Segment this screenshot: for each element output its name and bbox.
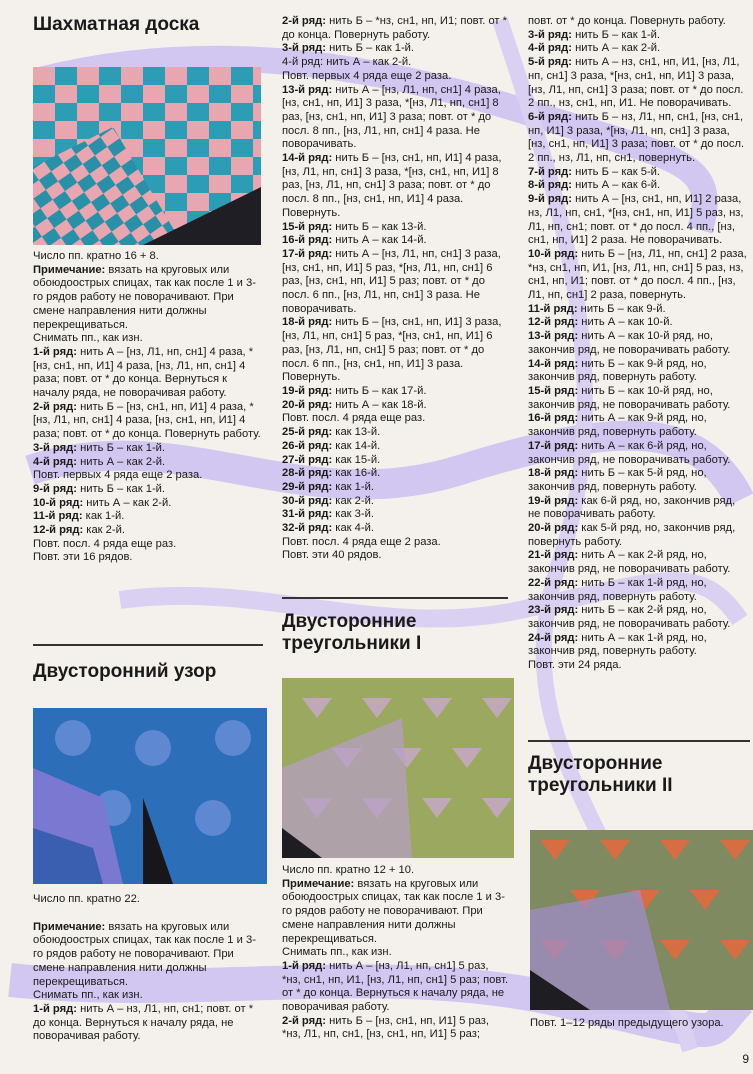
double-section <box>33 661 263 683</box>
instruction-line <box>528 412 750 439</box>
instruction-line <box>528 316 750 330</box>
instruction-line <box>282 946 510 960</box>
row-text: вязать на круговых или обоюдоострых спицах, так как после 1 и 3-го рядов работу не поворачивают. При смене направления нити должны перекрещиваться. <box>33 920 256 988</box>
row-text: нить А – [нз, Л1, нп, сн1] 4 раза, [нз, сн1, нп, И1] 3 раза, *[нз, Л1, нп, сн1] 8 раз, [нз, сн1, нп, И1] 3 раза; повт. от * до посл. 8 пп., [нз, Л1, нп, сн1] 4 раза. Не поворачивать. <box>282 83 501 151</box>
row-label: 29-й ряд: <box>282 480 333 493</box>
instruction-line <box>282 234 510 248</box>
row-text: нить А – как 6-й. <box>571 179 661 192</box>
row-text: нить Б – как 10-й ряд, но, закончив ряд, не поворачивать работу. <box>528 384 731 411</box>
instruction-line <box>282 426 510 440</box>
row-text: нить Б – как 1-й ряд, но, закончив ряд, повернуть работу. <box>528 576 707 603</box>
instruction-line <box>528 358 750 385</box>
instruction-line <box>33 442 265 456</box>
checker-swatch-image <box>33 67 261 245</box>
row-text: Повт. эти 24 ряда. <box>528 659 622 672</box>
instruction-line <box>33 469 265 483</box>
instruction-line <box>33 921 265 990</box>
row-label: 15-й ряд: <box>528 384 579 397</box>
row-text: как 2-й. <box>332 494 374 507</box>
row-text: Повт. первых 4 ряда еще 2 раза. <box>33 469 203 482</box>
row-label: 9-й ряд: <box>528 193 572 206</box>
instruction-line <box>528 111 750 166</box>
tri1-swatch-photo <box>282 678 514 858</box>
instruction-line <box>282 56 510 70</box>
row-label: 19-й ряд: <box>528 494 579 507</box>
row-text: 4-й ряд: нить А – как 2-й. <box>282 56 412 69</box>
row-label: 14-й ряд: <box>282 152 333 165</box>
row-label: 6-й ряд: <box>528 110 572 123</box>
row-text: нить Б – *нз, сн1, нп, И1; повт. от * до конца. Повернуть работу. <box>282 15 508 41</box>
row-label: 22-й ряд: <box>528 576 579 589</box>
instruction-line <box>282 385 510 399</box>
col3-instructions <box>528 15 750 673</box>
row-text: нить Б – как 9-й ряд, но, закончив ряд, повернуть работу. <box>528 357 707 384</box>
row-label: 2-й ряд: <box>282 1014 326 1027</box>
tri1-rows <box>282 878 510 1042</box>
instruction-line <box>528 248 750 303</box>
instruction-line <box>33 401 265 442</box>
row-text: нить Б – как 1-й. <box>325 42 415 55</box>
tri1-rows-continued <box>528 15 750 673</box>
row-text: Снимать пп., как изн. <box>282 946 392 959</box>
row-label: 24-й ряд: <box>528 631 579 644</box>
row-label: 10-й ряд: <box>528 247 579 260</box>
tri2-swatch-image <box>530 830 753 1010</box>
instruction-line <box>528 42 750 56</box>
instruction-line <box>282 522 510 536</box>
row-text: нить Б – как 1-й. <box>76 441 166 454</box>
row-text: нить А – [нз, Л1, нп, сн1] 3 раза, [нз, сн1, нп, И1] 5 раз, *[нз, Л1, нп, сн1] 6 раз, [нз, сн1, нп, И1] 5 раз; повт. от * до посл. 6 пп., [нз, Л1, нп, сн1] 3 раза. Не поворачивать. <box>282 247 501 315</box>
row-label: 20-й ряд: <box>282 398 333 411</box>
row-text: нить Б – [нз, сн1, нп, И1] 5 раз, *нз, Л1, нп, сн1, [нз, сн1, нп, И1] 5 раз; <box>282 1014 490 1041</box>
row-label: Примечание: <box>33 263 106 276</box>
double-instructions <box>33 893 265 1044</box>
row-text: как 1-й. <box>332 480 374 493</box>
row-text: нить А – как 14-й. <box>332 234 427 247</box>
row-text: нить А – как 2-й. <box>83 496 172 509</box>
row-text: Повт. посл. 4 ряда еще раз. <box>33 537 177 550</box>
section-title-double: Двусторонний узор <box>33 661 217 682</box>
row-text: нить А – как 10-й. <box>578 316 673 329</box>
row-text: нить Б – как 2-й ряд, но, закончив ряд, не поворачивать работу. <box>528 604 731 630</box>
row-label: 12-й ряд: <box>33 524 84 537</box>
instruction-line <box>282 248 510 317</box>
row-label: 7-й ряд: <box>528 165 572 178</box>
section-title-tri1-line2: треугольники I <box>282 633 422 654</box>
instruction-line <box>282 549 510 563</box>
instruction-line <box>282 15 510 42</box>
checker-count: Число пп. кратно 16 + 8. <box>33 250 159 262</box>
row-text: нить А – как 2-й ряд, но, закончив ряд, не поворачивать работу. <box>528 549 731 576</box>
instruction-line <box>528 330 750 357</box>
instruction-line <box>282 508 510 522</box>
row-label: 4-й ряд: <box>528 42 572 55</box>
row-text: Повт. первых 4 ряда еще 2 раза. <box>282 69 452 82</box>
row-text: нить Б – [нз, сн1, нп, И1] 4 раза, *[нз, Л1, нп, сн1] 4 раза, [нз, сн1, нп, И1] 4 раза; повт. от * до конца. Повернуть работу. <box>33 400 261 441</box>
row-text: нить А – как 18-й. <box>332 398 427 411</box>
row-label: 21-й ряд: <box>528 549 579 562</box>
row-text: нить Б – нз, Л1, нп, сн1, [нз, сн1, нп, И1] 3 раза, *[нз, Л1, нп, сн1] 3 раза, [нз, сн1, нп, И1] 3 раза; повт. от * до посл. 2 пп., нз, Л1, нп, сн1, повернуть. <box>528 110 745 165</box>
instruction-line <box>282 84 510 153</box>
row-label: Примечание: <box>282 877 355 890</box>
row-label: 10-й ряд: <box>33 496 84 509</box>
row-text: нить А – нз, сн1, нп, И1, [нз, Л1, нп, сн1] 3 раза, *[нз, сн1, нп, И1] 3 раза, [нз, Л1, нп, сн1] 3 раза; повт. от * до посл. 2 пп., нз, сн1, нп, И1. Не поворачивать. <box>528 56 744 110</box>
instruction-line <box>33 989 265 1003</box>
instruction-line <box>33 538 265 552</box>
section-title-tri2-line2: треугольники II <box>528 775 673 796</box>
row-text: как 4-й. <box>332 522 374 535</box>
row-label: 2-й ряд: <box>33 400 77 413</box>
row-text: нить А – [нз, сн1, нп, И1] 2 раза, нз, Л1, нп, сн1, *[нз, сн1, нп, И1] 5 раз, нз, Л1, нп, сн1; повт. от * до посл. 4 пп., [нз, сн1, нп, И1] 2 раза. Не поворачивать. <box>528 193 744 247</box>
instruction-line <box>528 577 750 604</box>
tri1-section <box>282 611 510 655</box>
instruction-line <box>282 495 510 509</box>
row-label: 9-й ряд: <box>33 482 77 495</box>
instruction-line <box>33 332 265 346</box>
row-label: 25-й ряд: <box>282 426 333 439</box>
row-label: 18-й ряд: <box>282 316 333 329</box>
row-label: 17-й ряд: <box>282 247 333 260</box>
instruction-line <box>528 522 750 549</box>
row-text: нить Б – как 9-й. <box>577 302 666 315</box>
row-label: 32-й ряд: <box>282 522 333 535</box>
row-text: как 15-й. <box>332 453 381 466</box>
row-text: как 1-й. <box>82 510 125 523</box>
row-text: нить А – [нз, Л1, нп, сн1] 4 раза, *[нз, сн1, нп, И1] 4 раза, [нз, Л1, нп, сн1] 4 раза; повт. от * до конца. Вернуться к началу ряда, не поворачивая работу. <box>33 345 254 400</box>
section-divider <box>33 644 263 646</box>
instruction-line <box>282 412 510 426</box>
tri1-instructions <box>282 864 510 1042</box>
row-label: 11-й ряд: <box>528 302 578 315</box>
instruction-line <box>528 385 750 412</box>
row-text: как 14-й. <box>332 439 381 452</box>
row-text: нить Б – как 17-й. <box>332 384 427 397</box>
checker-section <box>33 14 261 36</box>
row-text: Снимать пп., как изн. <box>33 332 143 345</box>
instruction-line <box>528 467 750 494</box>
row-text: нить Б – [нз, Л1, нп, сн1] 2 раза, *нз, сн1, нп, И1, [нз, Л1, нп, сн1] 5 раз, нз, сн1, нп, И1; повт. от * до посл. 4 пп., [нз, Л1, нп, сн1] 2 раза, повернуть. <box>528 247 747 302</box>
tri1-count: Число пп. кратно 12 + 10. <box>282 864 415 876</box>
instruction-line <box>33 524 265 538</box>
row-text: нить А – нз, Л1, нп, сн1; повт. от * до конца. Вернуться к началу ряда, не поворачивая работу. <box>33 1002 254 1043</box>
double-swatch-photo <box>33 708 267 884</box>
row-label: Примечание: <box>33 920 106 933</box>
instruction-line <box>282 316 510 385</box>
row-label: 17-й ряд: <box>528 439 579 452</box>
section-title-checker: Шахматная доска <box>33 14 200 35</box>
row-label: 27-й ряд: <box>282 453 333 466</box>
instruction-line <box>528 15 750 29</box>
instruction-line <box>282 467 510 481</box>
instruction-line <box>528 29 750 43</box>
instruction-line <box>528 179 750 193</box>
row-text: как 5-й ряд, но, закончив ряд, повернуть работу. <box>528 522 736 548</box>
row-label: 19-й ряд: <box>282 384 333 397</box>
row-text: Повт. эти 16 рядов. <box>33 551 133 564</box>
instruction-line <box>282 454 510 468</box>
instruction-line <box>282 70 510 84</box>
instruction-line <box>528 659 750 673</box>
row-label: 26-й ряд: <box>282 439 333 452</box>
instruction-line <box>33 483 265 497</box>
double-rows-continued <box>282 15 510 563</box>
row-text: как 13-й. <box>332 426 381 439</box>
row-text: нить Б – как 1-й. <box>76 482 166 495</box>
instruction-line <box>528 193 750 248</box>
row-label: 16-й ряд: <box>528 412 579 425</box>
row-text: нить А – [нз, Л1, нп, сн1] 5 раз, *нз, сн1, нп, И1, [нз, Л1, нп, сн1] 5 раз; повт. от * до конца. Вернуться к началу ряда, не поворачивая работу. <box>282 959 509 1014</box>
col2-instructions <box>282 15 510 563</box>
spacer <box>33 907 265 921</box>
row-label: 16-й ряд: <box>282 234 333 247</box>
instruction-line <box>282 960 510 1015</box>
row-label: 28-й ряд: <box>282 467 333 480</box>
instruction-line <box>528 303 750 317</box>
row-text: как 16-й. <box>332 467 381 480</box>
row-label: 1-й ряд: <box>282 959 326 972</box>
instruction-line <box>282 536 510 550</box>
row-text: вязать на круговых или обоюдоострых спицах, так как после 1 и 3-го рядов работу не поворачивают. При смене направления нити должны перекрещиваться. <box>33 263 256 331</box>
tri1-swatch-image <box>282 678 514 858</box>
row-text: нить Б – [нз, сн1, нп, И1] 4 раза, [нз, Л1, нп, сн1] 3 раза, *[нз, сн1, нп, И1] 8 раз, [нз, Л1, нп, сн1] 3 раза; повт. от * до посл. 8 пп., [нз, сн1, нп, И1] 4 раза. Повернуть. <box>282 152 502 219</box>
row-text: Снимать пп., как изн. <box>33 989 143 1002</box>
row-label: 30-й ряд: <box>282 494 333 507</box>
instruction-line <box>528 495 750 522</box>
section-divider <box>282 597 508 599</box>
row-text: нить А – как 6-й ряд, но, закончив ряд, не поворачивать работу. <box>528 439 731 466</box>
section-title-tri2-line1: Двусторонние <box>528 753 663 774</box>
instruction-line <box>528 604 750 631</box>
instruction-line <box>282 42 510 56</box>
instruction-line <box>33 510 265 524</box>
row-text: нить А – как 1-й ряд, но, закончив ряд, повернуть работу. <box>528 631 707 658</box>
row-text: нить Б – как 5-й ряд, но, закончив ряд, повернуть работу. <box>528 467 707 493</box>
row-text: как 2-й. <box>83 524 125 537</box>
instruction-line <box>33 1003 265 1044</box>
instruction-line <box>33 551 265 565</box>
instruction-line <box>528 166 750 180</box>
instruction-line <box>282 481 510 495</box>
section-title-tri1-line1: Двусторонние <box>282 611 417 632</box>
instruction-line <box>33 346 265 401</box>
instruction-line <box>282 440 510 454</box>
row-label: 5-й ряд: <box>528 56 572 69</box>
row-label: 23-й ряд: <box>528 604 579 617</box>
instruction-line <box>33 456 265 470</box>
row-label: 13-й ряд: <box>528 330 579 343</box>
tri2-caption: Повт. 1–12 ряды предыдущего узора. <box>530 1017 724 1029</box>
instruction-line <box>528 549 750 576</box>
row-text: нить А – как 2-й. <box>571 42 661 55</box>
row-label: 31-й ряд: <box>282 508 333 521</box>
row-text: Повт. эти 40 рядов. <box>282 549 382 562</box>
instruction-line <box>282 152 510 221</box>
row-label: 15-й ряд: <box>282 220 333 233</box>
row-text: Повт. посл. 4 ряда еще 2 раза. <box>282 535 441 548</box>
row-label: 1-й ряд: <box>33 1002 77 1015</box>
section-divider <box>528 740 750 742</box>
page-number: 9 <box>742 1052 749 1066</box>
row-label: 13-й ряд: <box>282 83 333 96</box>
checker-instructions <box>33 250 265 565</box>
row-label: 3-й ряд: <box>282 42 326 55</box>
row-label: 14-й ряд: <box>528 357 579 370</box>
row-text: нить Б – как 1-й. <box>571 28 661 41</box>
row-label: 8-й ряд: <box>528 179 572 192</box>
row-text: Повт. посл. 4 ряда еще раз. <box>282 412 426 425</box>
instruction-line <box>528 440 750 467</box>
double-rows <box>33 921 265 1044</box>
checker-swatch-photo <box>33 67 261 245</box>
row-text: нить А – как 9-й ряд, но, закончив ряд, повернуть работу. <box>528 412 707 439</box>
row-label: 1-й ряд: <box>33 345 77 358</box>
row-text: нить Б – как 5-й. <box>571 165 661 178</box>
row-label: 3-й ряд: <box>33 441 77 454</box>
tri2-swatch-photo <box>530 830 753 1010</box>
row-label: 2-й ряд: <box>282 15 326 27</box>
instruction-line <box>282 221 510 235</box>
double-swatch-image <box>33 708 267 884</box>
instruction-line <box>282 1015 510 1042</box>
instruction-line <box>282 878 510 947</box>
row-label: 3-й ряд: <box>528 28 572 41</box>
row-label: 11-й ряд: <box>33 510 83 523</box>
row-label: 18-й ряд: <box>528 467 579 480</box>
row-text: как 6-й ряд, но, закончив ряд, не поворачивать работу. <box>528 494 736 521</box>
tri2-section <box>528 753 750 797</box>
checker-rows <box>33 264 265 565</box>
row-text: повт. от * до конца. Повернуть работу. <box>528 15 726 27</box>
row-text: как 3-й. <box>332 508 374 521</box>
instruction-line <box>33 264 265 333</box>
row-text: нить А – как 10-й ряд, но, закончив ряд, не поворачивать работу. <box>528 330 731 356</box>
row-text: нить А – как 2-й. <box>76 455 166 468</box>
row-text: вязать на круговых или обоюдоострых спицах, так как после 1 и 3-го рядов работу не поворачивают. При смене направления нити должны перекрещиваться. <box>282 877 505 945</box>
row-label: 20-й ряд: <box>528 522 579 535</box>
row-text: нить Б – как 13-й. <box>332 220 427 233</box>
row-label: 4-й ряд: <box>33 455 77 468</box>
instruction-line <box>528 56 750 111</box>
double-count: Число пп. кратно 22. <box>33 893 140 905</box>
instruction-line <box>282 399 510 413</box>
instruction-line <box>528 632 750 659</box>
row-label: 12-й ряд: <box>528 316 579 329</box>
instruction-line <box>33 497 265 511</box>
row-text: нить Б – [нз, сн1, нп, И1] 3 раза, [нз, Л1, нп, сн1] 5 раз, *[нз, сн1, нп, И1] 6 раз, [нз, Л1, нп, сн1] 5 раз; повт. от * до посл. 6 пп., [нз, сн1, нп, И1] 3 раза. Повернуть. <box>282 316 502 384</box>
